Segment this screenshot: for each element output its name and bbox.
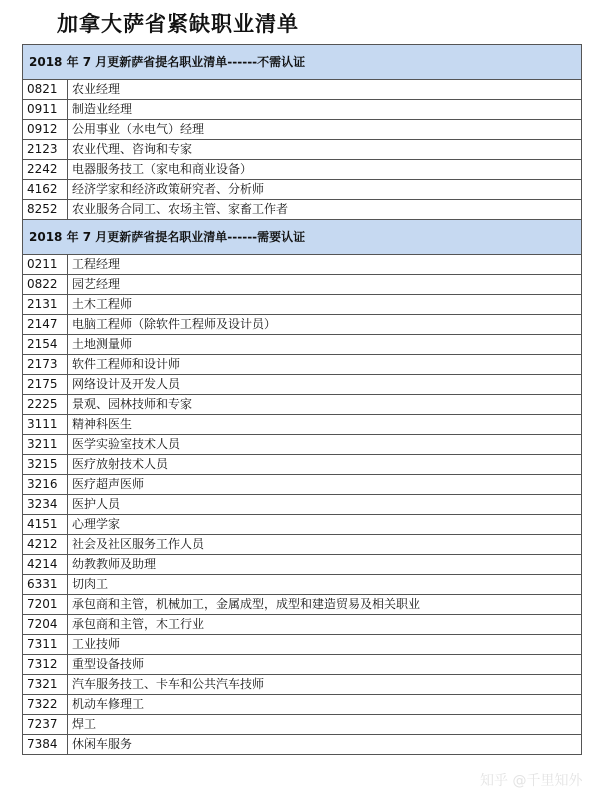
occupation-name: 心理学家 [68, 515, 582, 535]
noc-code: 7204 [23, 615, 68, 635]
noc-code: 3211 [23, 435, 68, 455]
occupation-name: 休闲车服务 [68, 735, 582, 755]
noc-code: 2173 [23, 355, 68, 375]
noc-code: 2131 [23, 295, 68, 315]
watermark: 知乎 @千里知外 [480, 773, 583, 789]
table-row [23, 375, 582, 395]
occupation-name: 医疗放射技术人员 [68, 455, 582, 475]
table-row [23, 100, 582, 120]
table-row [23, 455, 582, 475]
occupation-name: 精神科医生 [68, 415, 582, 435]
occupation-name: 农业代理、咨询和专家 [68, 140, 582, 160]
noc-code: 2175 [23, 375, 68, 395]
table-row [23, 160, 582, 180]
occupation-name: 公用事业（水电气）经理 [68, 120, 582, 140]
occupation-name: 农业经理 [68, 80, 582, 100]
table-row [23, 675, 582, 695]
noc-code: 0211 [23, 255, 68, 275]
occupation-name: 园艺经理 [68, 275, 582, 295]
table-row [23, 255, 582, 275]
section-header [23, 220, 582, 255]
occupation-name: 电器服务技工（家电和商业设备） [68, 160, 582, 180]
occupation-name: 医疗超声医师 [68, 475, 582, 495]
occupation-name: 软件工程师和设计师 [68, 355, 582, 375]
table-row [23, 275, 582, 295]
noc-code: 7237 [23, 715, 68, 735]
occupation-name: 土地测量师 [68, 335, 582, 355]
noc-code: 7311 [23, 635, 68, 655]
noc-code: 4212 [23, 535, 68, 555]
noc-code: 6331 [23, 575, 68, 595]
occupation-name: 制造业经理 [68, 100, 582, 120]
occupation-name: 幼教教师及助理 [68, 555, 582, 575]
occupation-name: 切肉工 [68, 575, 582, 595]
occupation-name: 重型设备技师 [68, 655, 582, 675]
noc-code: 3215 [23, 455, 68, 475]
noc-code: 2225 [23, 395, 68, 415]
noc-code: 2242 [23, 160, 68, 180]
occupation-name: 经济学家和经济政策研究者、分析师 [68, 180, 582, 200]
noc-code: 7384 [23, 735, 68, 755]
noc-code: 3234 [23, 495, 68, 515]
occupation-name: 工业技师 [68, 635, 582, 655]
table-row [23, 735, 582, 755]
noc-code: 7201 [23, 595, 68, 615]
table-row [23, 355, 582, 375]
table-row [23, 595, 582, 615]
occupation-name: 机动车修理工 [68, 695, 582, 715]
occupation-table [22, 44, 582, 755]
occupation-name: 工程经理 [68, 255, 582, 275]
table-row [23, 120, 582, 140]
occupation-name: 电脑工程师（除软件工程师及设计员） [68, 315, 582, 335]
noc-code: 7312 [23, 655, 68, 675]
occupation-name: 农业服务合同工、农场主管、家畜工作者 [68, 200, 582, 220]
table-row [23, 575, 582, 595]
table-row [23, 80, 582, 100]
table-row [23, 535, 582, 555]
noc-code: 0821 [23, 80, 68, 100]
table-row [23, 335, 582, 355]
occupation-name: 承包商和主管，木工行业 [68, 615, 582, 635]
noc-code: 2147 [23, 315, 68, 335]
table-row [23, 635, 582, 655]
occupation-name: 网络设计及开发人员 [68, 375, 582, 395]
noc-code: 8252 [23, 200, 68, 220]
occupation-name: 土木工程师 [68, 295, 582, 315]
table-row [23, 495, 582, 515]
noc-code: 3111 [23, 415, 68, 435]
occupation-name: 医学实验室技术人员 [68, 435, 582, 455]
noc-code: 2123 [23, 140, 68, 160]
table-row [23, 140, 582, 160]
noc-code: 3216 [23, 475, 68, 495]
table-row [23, 655, 582, 675]
table-row [23, 200, 582, 220]
noc-code: 0822 [23, 275, 68, 295]
occupation-name: 承包商和主管，机械加工，金属成型，成型和建造贸易及相关职业 [68, 595, 582, 615]
section-header [23, 45, 582, 80]
table-row [23, 475, 582, 495]
noc-code: 4214 [23, 555, 68, 575]
section-header-text: 2018 年 7 月更新萨省提名职业清单------需要认证 [23, 220, 582, 255]
noc-code: 4151 [23, 515, 68, 535]
table-row [23, 715, 582, 735]
table-row [23, 615, 582, 635]
noc-code: 7322 [23, 695, 68, 715]
noc-code: 0912 [23, 120, 68, 140]
table-row [23, 395, 582, 415]
table-row [23, 415, 582, 435]
table-row [23, 555, 582, 575]
occupation-name: 汽车服务技工、卡车和公共汽车技师 [68, 675, 582, 695]
table-row [23, 695, 582, 715]
occupation-name: 社会及社区服务工作人员 [68, 535, 582, 555]
occupation-name: 焊工 [68, 715, 582, 735]
table-row [23, 515, 582, 535]
occupation-name: 景观、园林技师和专家 [68, 395, 582, 415]
noc-code: 0911 [23, 100, 68, 120]
table-row [23, 295, 582, 315]
noc-code: 2154 [23, 335, 68, 355]
table-row [23, 180, 582, 200]
noc-code: 4162 [23, 180, 68, 200]
noc-code: 7321 [23, 675, 68, 695]
table-row [23, 435, 582, 455]
occupation-name: 医护人员 [68, 495, 582, 515]
page-title: 加拿大萨省紧缺职业清单 [57, 11, 299, 36]
table-row [23, 315, 582, 335]
section-header-text: 2018 年 7 月更新萨省提名职业清单------不需认证 [23, 45, 582, 80]
